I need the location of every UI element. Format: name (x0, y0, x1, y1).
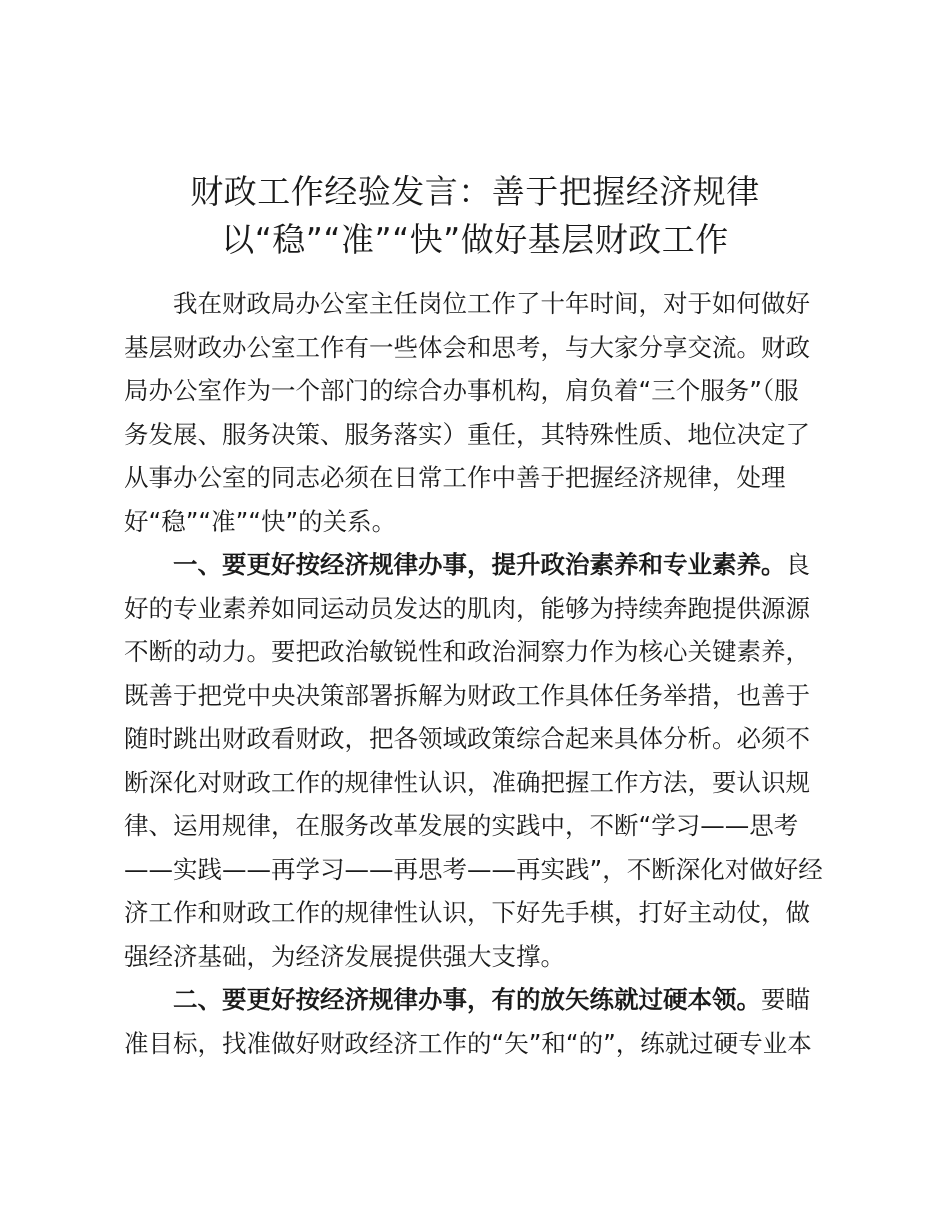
paragraph-3-line-1-rest: 要瞄 (761, 985, 810, 1014)
paragraph-1-line-3: 局办公室作为一个部门的综合办事机构，肩负着“三个服务”（服 (124, 376, 799, 405)
paragraph-3-line-2: 准目标，找准做好财政经济工作的“矢”和“的”，练就过硬专业本 (124, 1029, 812, 1058)
paragraph-3-heading: 二、要更好按经济规律办事，有的放矢练就过硬本领。 (173, 985, 761, 1014)
paragraph-2-line-10: 强经济基础，为经济发展提供强大支撑。 (124, 942, 565, 971)
paragraph-3-line-1 (173, 985, 810, 1015)
paragraph-2-line-6: 断深化对财政工作的规律性认识，准确把握工作方法，要认识规 (124, 768, 810, 797)
paragraph-1-line-1: 我在财政局办公室主任岗位工作了十年时间，对于如何做好 (173, 289, 810, 318)
document-title-line-2: 以“稳”“准”“快”做好基层财政工作 (221, 220, 729, 259)
paragraph-2-line-7: 律、运用规律，在服务改革发展的实践中，不断“学习——思考 (124, 811, 799, 840)
paragraph-1-line-2: 基层财政办公室工作有一些体会和思考，与大家分享交流。财政 (124, 333, 810, 362)
paragraph-2-line-9: 济工作和财政工作的规律性认识，下好先手棋，打好主动仗，做 (124, 898, 810, 927)
paragraph-1-line-4: 务发展、服务决策、服务落实）重任，其特殊性质、地位决定了 (124, 420, 810, 449)
paragraph-2-line-2: 好的专业素养如同运动员发达的肌肉，能够为持续奔跑提供源源 (124, 594, 810, 623)
paragraph-2-line-5: 随时跳出财政看财政，把各领域政策综合起来具体分析。必须不 (124, 724, 810, 753)
paragraph-2-line-1-rest: 良 (785, 550, 810, 579)
paragraph-2-line-3: 不断的动力。要把政治敏锐性和政治洞察力作为核心关键素养， (124, 637, 810, 666)
paragraph-2-line-4: 既善于把党中央决策部署拆解为财政工作具体任务举措，也善于 (124, 681, 810, 710)
paragraph-2-heading: 一、要更好按经济规律办事，提升政治素养和专业素养。 (173, 550, 786, 579)
document-title-line-1: 财政工作经验发言：善于把握经济规律 (190, 172, 760, 211)
paragraph-1-line-6: 好“稳”“准”“快”的关系。 (124, 507, 397, 536)
paragraph-1-line-5: 从事办公室的同志必须在日常工作中善于把握经济规律，处理 (124, 463, 786, 492)
paragraph-2-line-1 (173, 550, 810, 580)
paragraph-2-line-8: ——实践——再学习——再思考——再实践”，不断深化对做好经 (124, 855, 823, 884)
